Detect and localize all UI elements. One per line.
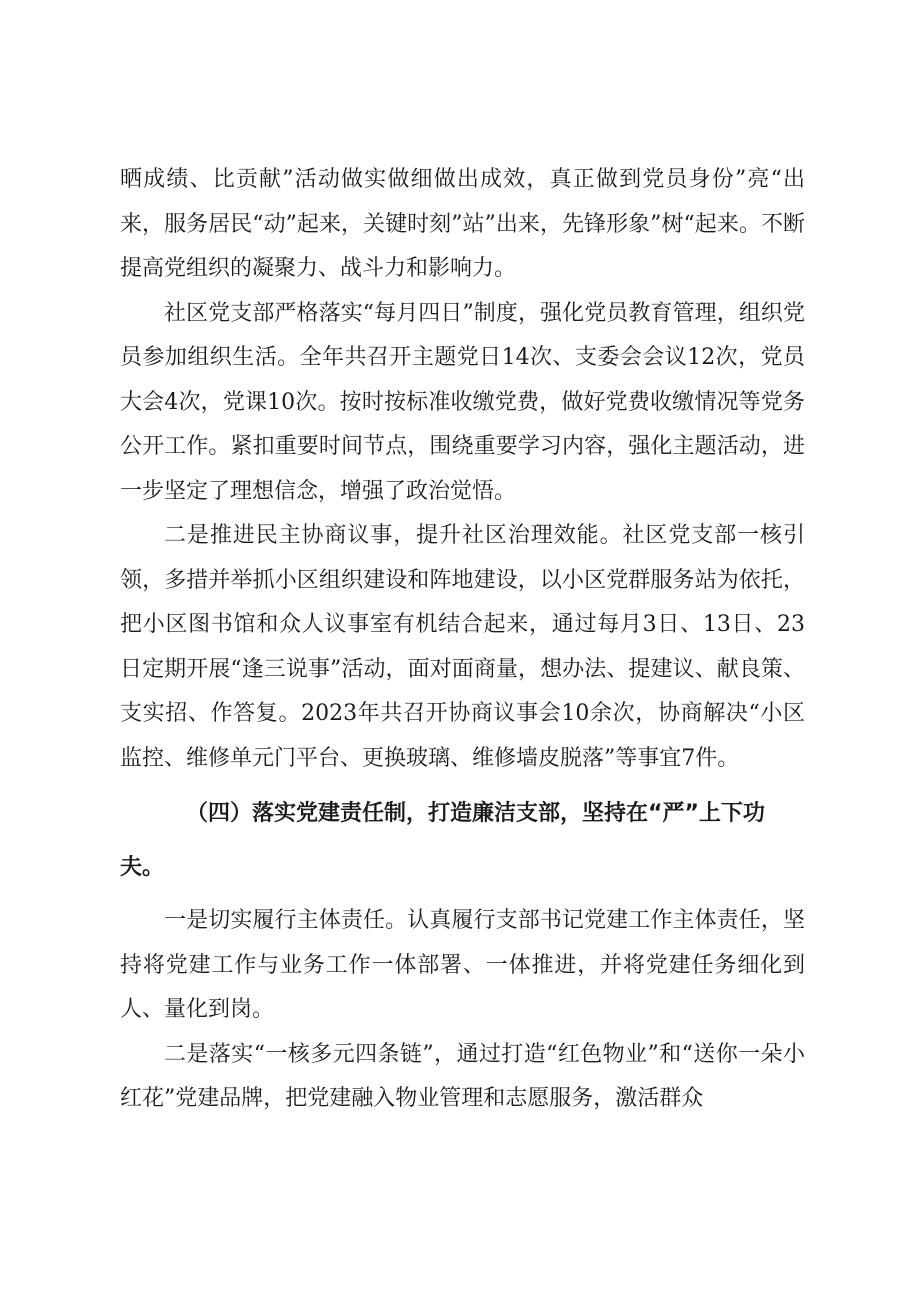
paragraph-party-branch-meetings: 社区党支部严格落实“每月四日”制度，强化党员教育管理，组织党员参加组织生活。全年共召开主题党日14次、支委会会议12次，党员大会4次，党课10次。按时按标准收缴党费，做好党费收缴情况等党务公开工作。紧扣重要时间节点，围绕重要学习内容，强化主题活动，进一步坚定了理想信念，增强了政治觉悟。 <box>120 300 805 504</box>
paragraph-main-responsibility: 一是切实履行主体责任。认真履行支部书记党建工作主体责任，坚持将党建工作与业务工作一体部署、一体推进，并将党建任务细化到人、量化到岗。 <box>120 908 805 1022</box>
paragraph-democratic-consultation: 二是推进民主协商议事，提升社区治理效能。社区党支部一核引领，多措并举抓小区组织建设和阵地建设，以小区党群服务站为依托，把小区图书馆和众人议事室有机结合起来，通过每月3日、13日、23日定期开展“逢三说事”活动，面对面商量，想办法、提建议、献良策、支实招、作答复。2023年共召开协商议事会10余次，协商解决“小区监控、维修单元门平台、更换玻璃、维修墙皮脱落”等事宜7件。 <box>120 523 805 771</box>
paragraph-one-core-four-chains: 二是落实“一核多元四条链”，通过打造“红色物业”和“送你一朵小红花”党建品牌，把党建融入物业管理和志愿服务，激活群众 <box>120 1041 805 1111</box>
section-heading-four: （四）落实党建责任制，打造廉洁支部，坚持在“严”上下功夫。 <box>120 801 765 880</box>
paragraph-continuation: 晒成绩、比贡献”活动做实做细做出成效，真正做到党员身份”亮“出来，服务居民“动”起来，关键时刻”站”出来，先锋形象”树“起来。不断提高党组织的凝聚力、战斗力和影响力。 <box>120 167 805 281</box>
document-page <box>120 158 805 1122</box>
